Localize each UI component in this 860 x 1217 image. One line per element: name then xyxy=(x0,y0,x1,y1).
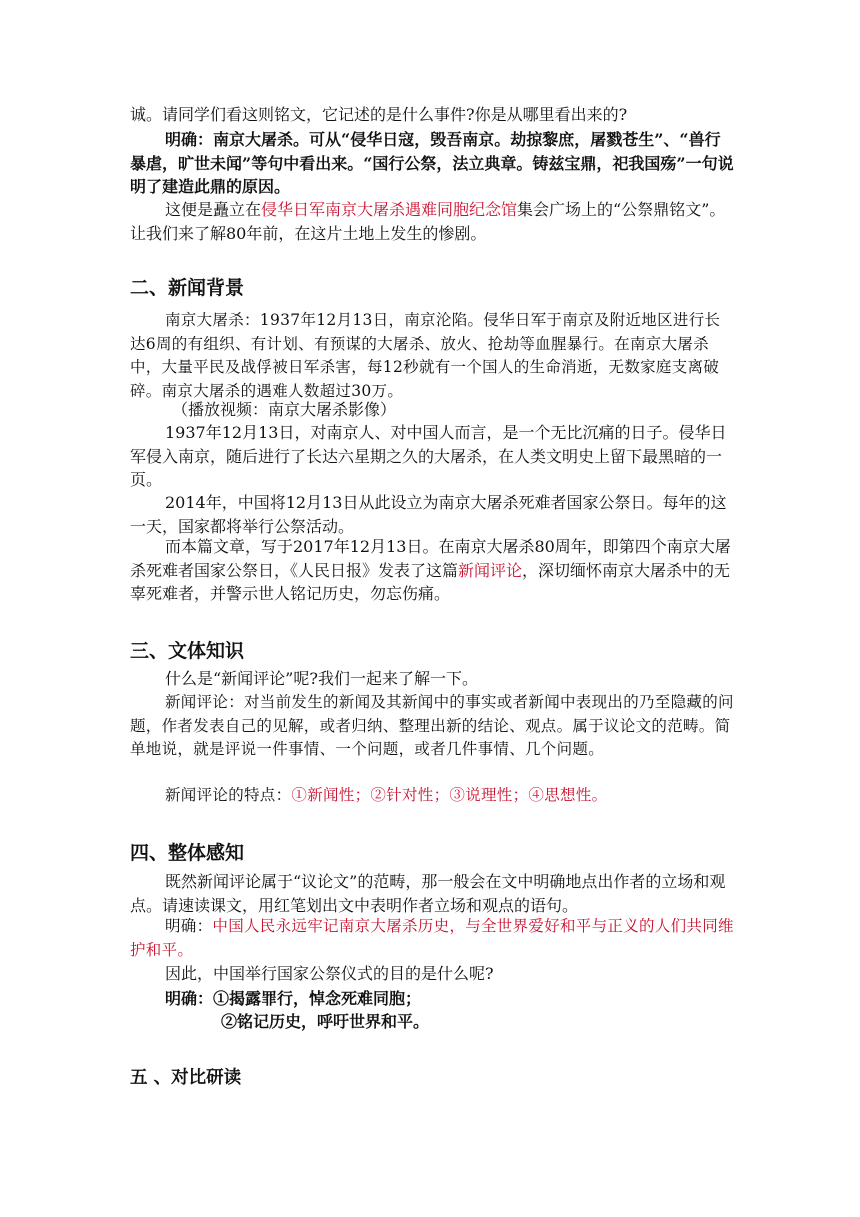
ceremony-answer-line-2: ②铭记历史，呼吁世界和平。 xyxy=(221,1012,430,1031)
news-commentary-term: 新闻评论 xyxy=(458,560,523,580)
massacre-background: 南京大屠杀：1937年12月13日，南京沦陷。侵华日军于南京及附近地区进行长达6周的有组织、有计划、有预谋的大屠杀、放火、抢劫等血腥暴行。在南京大屠杀中，大量平民及战俘被日军杀害，每12秒就有一个国人的生命消逝，无数家庭支离破碎。南京大屠杀的遇难人数超过30万。 xyxy=(130,311,721,400)
genre-features: 新闻评论的特点：①新闻性；②针对性；③说理性；④思想性。 xyxy=(165,786,608,804)
video-note: （播放视频：南京大屠杀影像） xyxy=(172,400,397,419)
overview-paragraph: 既然新闻评论属于“议论文”的范畴，那一般会在文中明确地点出作者的立场和观点。请速读课文，用红笔划出文中表明作者立场和观点的语句。 xyxy=(130,872,726,915)
section-5-heading: 五 、对比研读 xyxy=(130,1068,242,1088)
section-4-heading: 四、整体感知 xyxy=(130,842,245,864)
genre-question: 什么是“新闻评论”呢?我们一起来了解一下。 xyxy=(165,669,478,688)
section-2-heading: 二、新闻背景 xyxy=(130,277,245,299)
genre-features-list: ①新闻性；②针对性；③说理性；④思想性。 xyxy=(291,786,608,804)
intro-question: 诚。请同学们看这则铭文，它记述的是什么事件?你是从哪里看出来的? xyxy=(130,105,628,124)
overview-answer: 明确：中国人民永远牢记南京大屠杀历史，与全世界爱好和平与正义的人们共同维护和平。 xyxy=(130,917,734,959)
ceremony-answer-line-1: 明确：①揭露罪行，悼念死难同胞； xyxy=(165,989,422,1008)
genre-definition: 新闻评论：对当前发生的新闻及其新闻中的事实或者新闻中表现出的乃至隐藏的问题，作者发表自己的见解，或者归纳、整理出新的结论、观点。属于议论文的范畴。简单地说，就是评说一件事情、一个问题，或者几件事情、几个问题。 xyxy=(130,693,734,758)
intro-answer: 明确：南京大屠杀。可从“侵华日寇，毁吾南京。劫掠黎庶，屠戮苍生”、“兽行暴虐，旷世未闻”等句中看出来。“国行公祭，法立典章。铸兹宝鼎，祀我国殇”一句说明了建造此鼎的原因。 xyxy=(130,130,734,196)
overview-answer-highlight: 中国人民永远牢记南京大屠杀历史，与全世界爱好和平与正义的人们共同维护和平。 xyxy=(130,917,734,959)
section-3-heading: 三、文体知识 xyxy=(130,640,245,662)
ceremony-question: 因此，中国举行国家公祭仪式的目的是什么呢? xyxy=(165,964,494,983)
background-paragraph-1: 1937年12月13日，对南京人、对中国人而言，是一个无比沉痛的日子。侵华日军侵入南京，随后进行了长达六星期之久的大屠杀，在人类文明史上留下最黑暗的一页。 xyxy=(130,423,727,489)
background-paragraph-3: 而本篇文章，写于2017年12月13日。在南京大屠杀80周年，即第四个南京大屠杀死难者国家公祭日，《人民日报》发表了这篇新闻评论，深切缅怀南京大屠杀中的无辜死难者，并警示世人铭记历史，勿忘伤痛。 xyxy=(130,537,731,603)
background-paragraph-2: 2014年，中国将12月13日从此设立为南京大屠杀死难者国家公祭日。每年的这一天，国家都将举行公祭活动。 xyxy=(130,493,727,536)
intro-paragraph: 这便是矗立在侵华日军南京大屠杀遇难同胞纪念馆集会广场上的“公祭鼎铭文”。让我们来了解80年前，在这片土地上发生的惨剧。 xyxy=(130,200,726,243)
memorial-hall-link-text: 侵华日军南京大屠杀遇难同胞纪念馆 xyxy=(261,200,518,219)
